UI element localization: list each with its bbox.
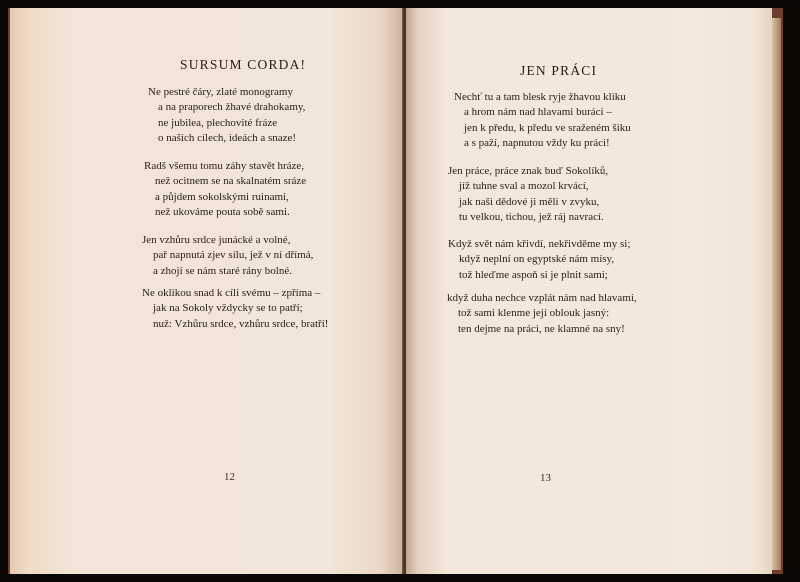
poem-line: a půjdem sokolskými ruinami, <box>155 190 289 203</box>
stanza-1 <box>454 90 631 151</box>
poem-line: Nechť tu a tam blesk ryje žhavou kliku <box>454 91 626 103</box>
poem-line: jak na Sokoly vždycky se to patří; <box>153 302 303 315</box>
stanza-3 <box>142 233 313 279</box>
stanza-4 <box>447 291 637 337</box>
poem-title: JEN PRÁCI <box>520 63 598 78</box>
stanza-2 <box>448 164 608 225</box>
poem-line: Jen vzhůru srdce junácké a volné, <box>142 234 291 246</box>
poem-line: nuž: Vzhůru srdce, vzhůru srdce, bratří! <box>153 317 329 330</box>
poem-line: Jen práce, práce znak buď Sokolíků, <box>448 165 609 177</box>
poem-line: než ocitnem se na skalnatém sráze <box>155 175 307 188</box>
poem-line: a na praporech žhavé drahokamy, <box>158 101 306 114</box>
poem-line: Když svět nám křivdí, nekřivděme my si; <box>448 238 631 250</box>
poem-line: jen k předu, k předu ve sraženém šiku <box>464 121 631 134</box>
poem-line: jíž tuhne sval a mozol krvácí, <box>459 180 589 193</box>
poem-line: tož sami klenme její oblouk jasný: <box>458 307 610 320</box>
page-number: 12 <box>224 471 235 483</box>
poem-title: SURSUM CORDA! <box>180 57 307 72</box>
poem-line: než ukováme pouta sobě sami. <box>155 205 290 218</box>
poem-line: ten dejme na práci, ne klamné na sny! <box>458 322 625 335</box>
poem-line: když neplní on egyptské nám mísy, <box>459 253 615 266</box>
poem-line: tu velkou, tichou, jež ráj navrací. <box>459 210 604 223</box>
poem-line: když duha nechce vzplát nám nad hlavami, <box>447 292 637 304</box>
poem-line: a s paží, napnutou vždy ku práci! <box>464 136 610 149</box>
poem-line: jak naši dědové ji měli v zvyku, <box>459 195 600 208</box>
poem-line: pař napnutá zjev sílu, jež v ní dřímá, <box>153 249 314 262</box>
poem-line: o našich cílech, ideách a snaze! <box>158 131 297 144</box>
stanza-2 <box>144 159 306 220</box>
page-number: 13 <box>540 472 551 484</box>
left-page <box>10 8 404 574</box>
right-page <box>406 8 772 574</box>
poem-line: Ne oklikou snad k cíli svému – zpříma – <box>142 287 321 299</box>
stanza-3 <box>448 237 630 283</box>
poem-line: Ne pestré čáry, zlaté monogramy <box>148 86 293 98</box>
poem-line: a hrom nám nad hlavami burácí – <box>464 106 612 119</box>
poem-line: Radš všemu tomu záhy stavět hráze, <box>144 160 305 172</box>
book-spread <box>8 8 783 574</box>
poem-line: a zhojí se nám staré rány bolné. <box>153 264 292 277</box>
stanza-1 <box>148 85 305 146</box>
stanza-4 <box>142 286 328 332</box>
poem-line: ne jubilea, plechovité fráze <box>158 116 278 129</box>
poem-line: tož hleďme aspoň si je plnit sami; <box>459 268 608 281</box>
